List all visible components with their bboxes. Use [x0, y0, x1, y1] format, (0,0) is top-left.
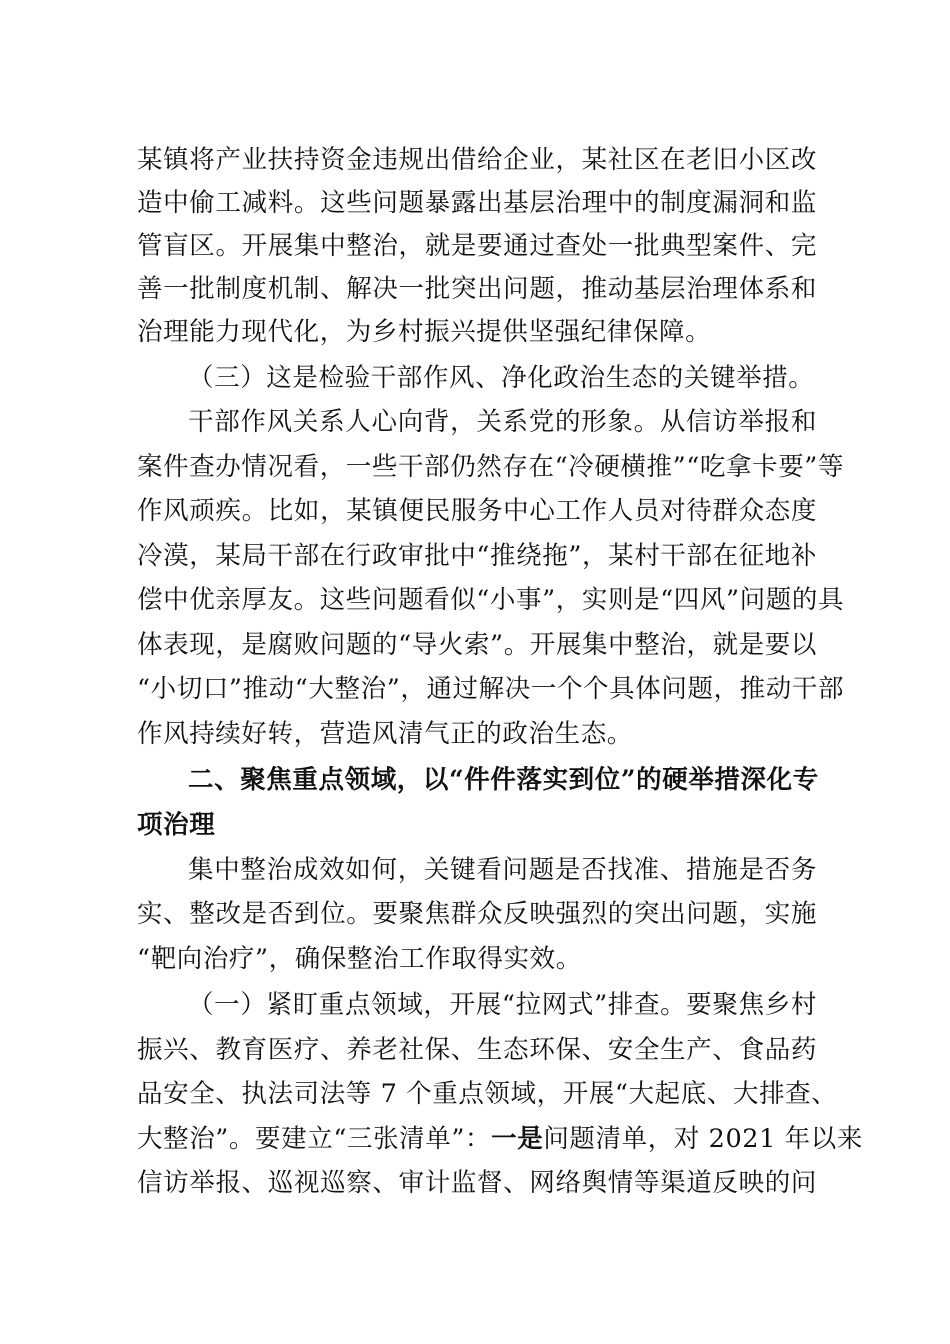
section-heading-continued: 项治理	[137, 810, 216, 840]
emphasis-text: 一是	[491, 1124, 544, 1154]
paragraph-line: 作风顽疾。比如，某镇便民服务中心工作人员对待群众态度	[137, 496, 817, 526]
paragraph-line: 干部作风关系人心向背，关系党的形象。从信访举报和	[188, 407, 817, 437]
paragraph-line: 集中整治成效如何，关键看问题是否找准、措施是否务	[188, 855, 817, 885]
subheading-three: （三）这是检验干部作风、净化政治生态的关键举措。	[188, 363, 815, 393]
paragraph-line: 案件查办情况看，一些干部仍然存在“冷硬横推”“吃拿卡要”等	[137, 452, 845, 482]
paragraph-line: 振兴、教育医疗、养老社保、生态环保、安全生产、食品药	[137, 1035, 817, 1065]
paragraph-line: “小切口”推动“大整治”，通过解决一个个具体问题，推动干部	[137, 674, 845, 704]
paragraph-line: 偿中优亲厚友。这些问题看似“小事”，实则是“四风”问题的具	[137, 585, 845, 615]
paragraph-line: 管盲区。开展集中整治，就是要通过查处一批典型案件、完	[137, 231, 817, 261]
paragraph-line: 造中偷工减料。这些问题暴露出基层治理中的制度漏洞和监	[137, 188, 817, 218]
paragraph-line: 某镇将产业扶持资金违规出借给企业，某社区在老旧小区改	[137, 145, 817, 175]
paragraph-text: 问题清单，对 2021 年以来	[543, 1124, 863, 1154]
paragraph-line: 善一批制度机制、解决一批突出问题，推动基层治理体系和	[137, 274, 817, 304]
paragraph-line: 信访举报、巡视巡察、审计监督、网络舆情等渠道反映的问	[137, 1168, 817, 1198]
paragraph-line: 体表现，是腐败问题的“导火索”。开展集中整治，就是要以	[137, 630, 817, 660]
paragraph-line: 品安全、执法司法等 7 个重点领域，开展“大起底、大排查、	[137, 1079, 838, 1109]
subheading-one: （一）紧盯重点领域，开展“拉网式”排查。要聚焦乡村	[188, 990, 817, 1020]
paragraph-line: 作风持续好转，营造风清气正的政治生态。	[137, 719, 633, 749]
paragraph-line: 实、整改是否到位。要聚焦群众反映强烈的突出问题，实施	[137, 899, 817, 929]
paragraph-line: 治理能力现代化，为乡村振兴提供坚强纪律保障。	[137, 317, 712, 347]
section-heading: 二、聚焦重点领域，以“件件落实到位”的硬举措深化专	[188, 765, 819, 795]
paragraph-text: 大整治”。要建立“三张清单”：	[137, 1124, 492, 1154]
paragraph-line: “靶向治疗”，确保整治工作取得实效。	[137, 944, 582, 974]
paragraph-line: 冷漠，某局干部在行政审批中“推绕拖”，某村干部在征地补	[137, 541, 817, 571]
paragraph-line-mixed	[137, 1119, 863, 1159]
